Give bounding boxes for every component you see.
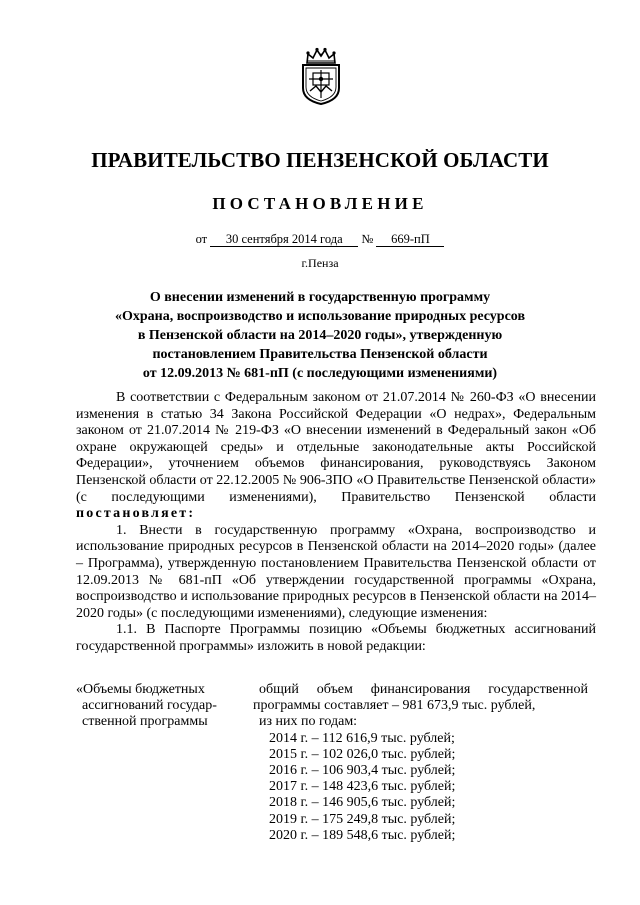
number-sign: № <box>361 232 374 246</box>
item-1-paragraph: 1. Внести в государственную программу «Охрана, воспроизводство и использование природных ресурсов в Пензенской области на 2014–2020 годы» (далее – Программа), утвержденную постановлением Правительства Пензенской области от 12.09.2013 № 681-пП «Об утверждении государственной программы «Охрана, воспроизводство и использование природных ресурсов в Пензенской области на 2014–2020 годы» (с последующими изменениями), следующие изменения: <box>76 522 596 621</box>
financing-total: общий объем финансирования государственной программы составляет – 981 673,9 тыс. рублей, <box>253 682 588 714</box>
document-date-number <box>0 232 640 247</box>
financing-year-item: 2015 г. – 102 026,0 тыс. рублей; <box>269 746 456 762</box>
subject-line: постановлением Правительства Пензенской области <box>152 347 488 362</box>
position-name-line: ственной программы <box>82 714 208 730</box>
subject-line: в Пензенской области на 2014–2020 годы», утвержденную <box>137 328 503 343</box>
financing-year-item: 2018 г. – 146 905,6 тыс. рублей; <box>269 795 456 811</box>
date-prefix: от <box>195 232 208 246</box>
position-name-line: «Объемы бюджетных <box>76 682 205 697</box>
subject-line: «Охрана, воспроизводство и использование природных ресурсов <box>114 309 526 324</box>
preamble-text: В соответствии с Федеральным законом от 21.07.2014 № 260-ФЗ «О внесении изменения в статью 34 Закона Российской Федерации «О недрах», Федеральным законом от 21.07.2014 № 219-ФЗ «О внесении изменений в Федеральный закон «Об охране окружающей среды» и отдельные законодательные акты Российской Федерации», уточнением объемов финансирования, руководствуясь Законом Пензенской области от 22.12.2005 № 906-ЗПО «О Правительстве Пензенской области» (с последующими изменениями), Правительство Пензенской области <box>76 390 596 505</box>
financing-year-item: 2014 г. – 112 616,9 тыс. рублей; <box>269 730 455 746</box>
document-body <box>76 390 596 656</box>
financing-year-item: 2019 г. – 175 249,8 тыс. рублей; <box>269 811 456 827</box>
decree-word: постановляет: <box>76 506 196 522</box>
item-1-1-paragraph: 1.1. В Паспорте Программы позицию «Объемы бюджетных ассигнований государственной программы» изложить в новой редакции: <box>76 622 596 654</box>
financing-year-item: 2017 г. – 148 423,6 тыс. рублей; <box>269 779 456 795</box>
document-number: 669-пП <box>376 232 444 247</box>
financing-years-list <box>253 731 588 844</box>
document-subject <box>0 288 640 383</box>
document-date: 30 сентября 2014 года <box>210 232 358 247</box>
penza-coat-of-arms-icon <box>298 46 344 106</box>
financing-year-item: 2020 г. – 189 548,6 тыс. рублей; <box>269 827 456 843</box>
position-value-cell <box>253 682 588 844</box>
document-type: ПОСТАНОВЛЕНИЕ <box>212 194 428 213</box>
financing-year-item: 2016 г. – 106 903,4 тыс. рублей; <box>269 763 456 779</box>
position-name-cell <box>76 682 241 731</box>
document-city: г.Пенза <box>301 256 339 270</box>
financing-by-years-label: из них по годам: <box>259 714 358 730</box>
government-title: ПРАВИТЕЛЬСТВО ПЕНЗЕНСКОЙ ОБЛАСТИ <box>91 148 549 172</box>
subject-line: О внесении изменений в государственную программу <box>149 290 491 305</box>
preamble-paragraph <box>76 390 596 523</box>
position-name-line: ассигнований государ- <box>82 698 217 714</box>
subject-line: от 12.09.2013 № 681-пП (с последующими изменениями) <box>142 366 498 381</box>
